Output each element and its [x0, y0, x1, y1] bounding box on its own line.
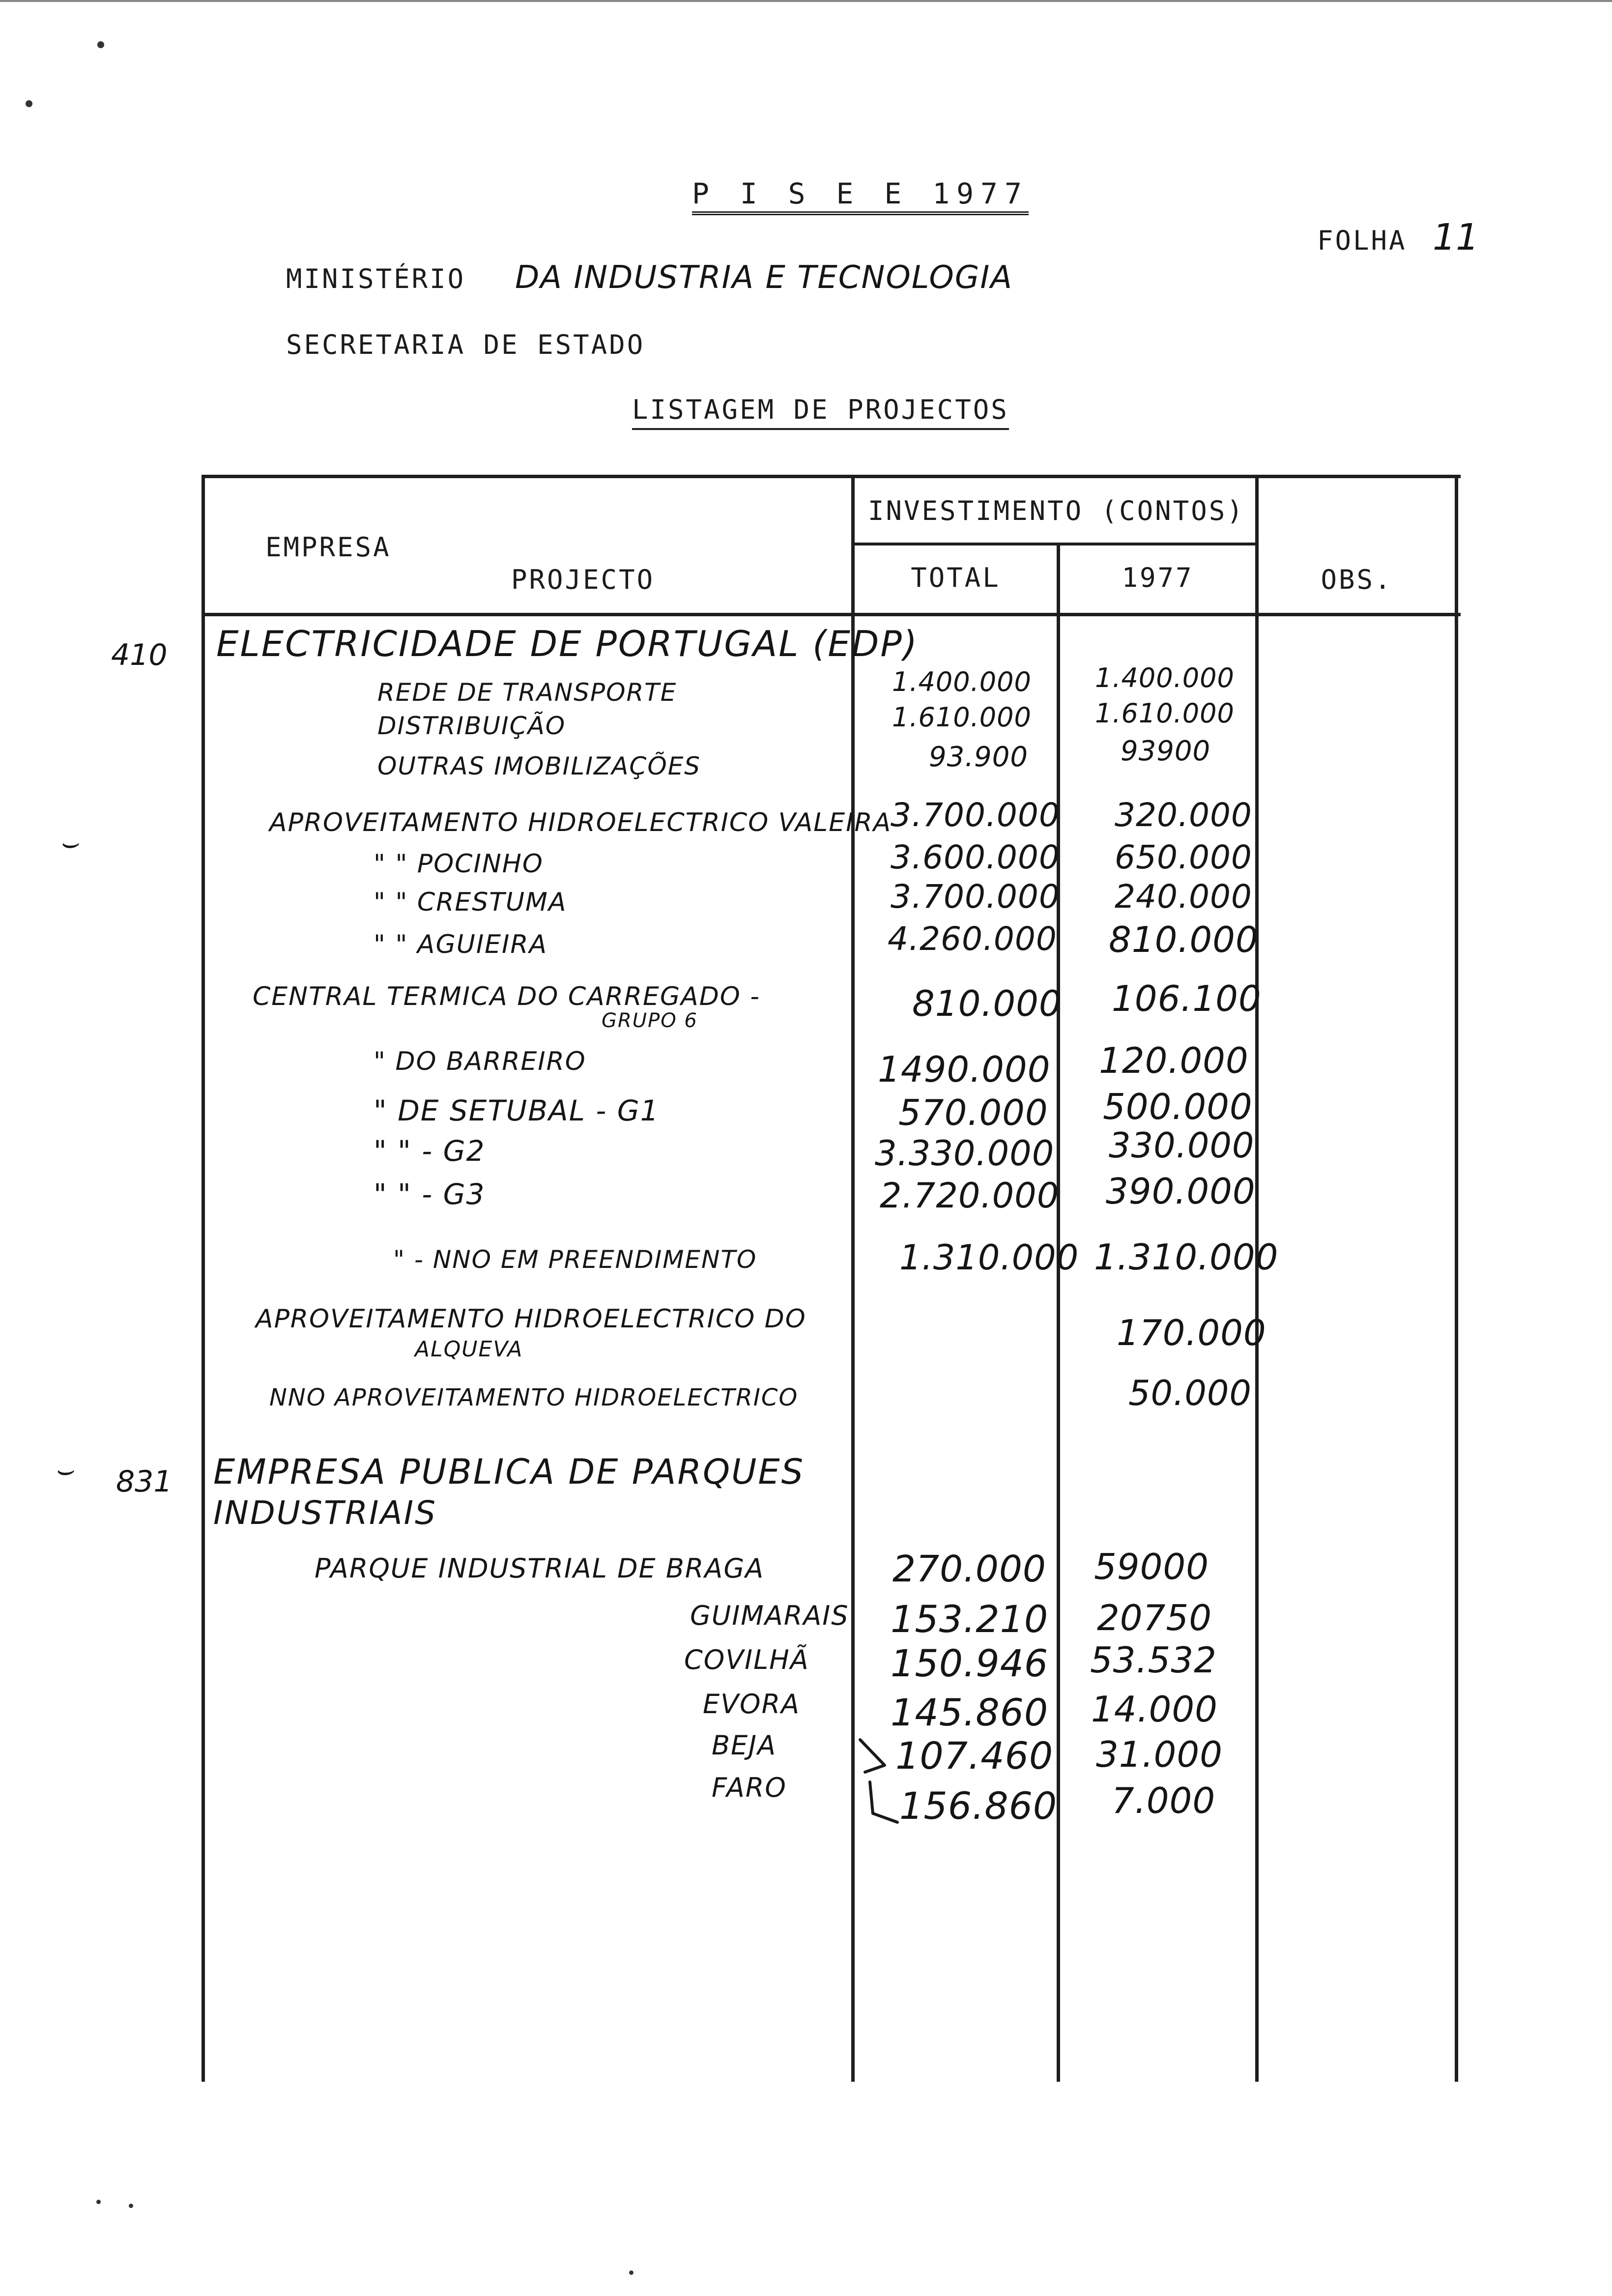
empresa-header: EMPRESA — [265, 532, 391, 563]
scan-dot — [629, 2270, 633, 2275]
table-top-border — [202, 475, 1461, 478]
year-value: 390.000 — [1106, 1171, 1256, 1212]
table-right-border — [1455, 475, 1458, 2082]
year-value: 53.532 — [1090, 1639, 1217, 1681]
total-header: TOTAL — [911, 562, 1001, 593]
year-value: 31.000 — [1096, 1734, 1223, 1775]
top-edge-line — [0, 0, 1612, 2]
project-name: NNO APROVEITAMENTO HIDROELECTRICO — [269, 1384, 799, 1411]
project-name: CENTRAL TERMICA DO CARREGADO - — [253, 982, 761, 1011]
total-value: 3.700.000 — [891, 796, 1060, 834]
year-value: 650.000 — [1115, 838, 1252, 876]
year-value: 1.610.000 — [1095, 698, 1235, 729]
total-value: 150.946 — [891, 1641, 1049, 1685]
project-name: BEJA — [712, 1730, 777, 1761]
total-value: 156.860 — [899, 1784, 1058, 1828]
company-name: ELECTRICIDADE DE PORTUGAL (EDP) — [216, 623, 919, 664]
project-name: " DE SETUBAL - G1 — [374, 1094, 660, 1127]
folha-label: FOLHA — [1317, 225, 1407, 256]
total-value: 1.610.000 — [892, 702, 1032, 733]
year-value: 93900 — [1121, 735, 1211, 767]
project-name-continued: GRUPO 6 — [602, 1009, 698, 1032]
project-name: EVORA — [703, 1689, 801, 1720]
project-name: FARO — [712, 1772, 787, 1803]
total-value: 3.330.000 — [875, 1133, 1055, 1174]
year-value: 120.000 — [1099, 1040, 1249, 1081]
secretaria-label: SECRETARIA DE ESTADO — [286, 329, 645, 360]
scan-dot — [97, 41, 104, 48]
margin-tick: ⌣ — [54, 1453, 74, 1487]
total-value: 93.900 — [929, 741, 1028, 773]
project-name: " - NNO EM PREENDIMENTO — [393, 1245, 757, 1274]
project-name: APROVEITAMENTO HIDROELECTRICO VALEIRA — [269, 808, 892, 837]
year-value: 14.000 — [1091, 1689, 1218, 1730]
total-value: 270.000 — [892, 1548, 1047, 1590]
total-value: 107.460 — [895, 1734, 1054, 1778]
table-left-border — [202, 475, 205, 2082]
project-name-continued: ALQUEVA — [415, 1337, 523, 1362]
year-value: 500.000 — [1103, 1086, 1253, 1127]
margin-tick: ⌣ — [59, 826, 79, 860]
year-value: 106.100 — [1112, 978, 1262, 1019]
year-value: 810.000 — [1109, 919, 1259, 960]
total-value: 570.000 — [898, 1092, 1048, 1133]
obs-header: OBS. — [1321, 564, 1393, 595]
project-name: " " POCINHO — [374, 849, 544, 879]
total-value: 153.210 — [891, 1597, 1049, 1641]
investimento-header: INVESTIMENTO (CONTOS) — [868, 495, 1245, 526]
year-value: 330.000 — [1109, 1125, 1255, 1166]
project-name: " DO BARREIRO — [374, 1047, 586, 1076]
year-value: 240.000 — [1115, 878, 1252, 916]
listagem-heading: LISTAGEM DE PROJECTOS — [632, 394, 1009, 430]
project-name: REDE DE TRANSPORTE — [377, 678, 677, 707]
total-value: 3.700.000 — [891, 878, 1060, 916]
table-header-bottom-border — [202, 613, 1461, 616]
scan-dot — [96, 2200, 101, 2204]
hand-bracket — [855, 1735, 899, 1828]
company-name: EMPRESA PUBLICA DE PARQUES — [213, 1452, 805, 1492]
year-value: 59000 — [1094, 1546, 1209, 1587]
year-value: 1.310.000 — [1094, 1236, 1279, 1278]
ministry-name: DA INDUSTRIA E TECNOLOGIA — [515, 259, 1013, 296]
total-value: 2.720.000 — [880, 1176, 1060, 1216]
page-title: P I S E E 1977 — [692, 177, 1029, 215]
scan-dot — [26, 100, 32, 107]
total-column-left-border — [851, 475, 855, 2082]
company-name-continued: INDUSTRIAIS — [213, 1494, 437, 1532]
company-code-edp: 410 — [111, 638, 168, 672]
year-value: 50.000 — [1128, 1373, 1252, 1413]
total-value: 1.400.000 — [892, 666, 1032, 697]
year-column-left-border — [1057, 543, 1060, 2082]
year-value: 1.400.000 — [1095, 662, 1235, 693]
company-code-parques: 831 — [116, 1464, 173, 1499]
total-value: 145.860 — [891, 1691, 1049, 1734]
year-value: 320.000 — [1115, 796, 1252, 834]
folha-number: 11 — [1433, 216, 1479, 258]
year-value: 7.000 — [1112, 1780, 1216, 1821]
project-name: " " CRESTUMA — [374, 888, 567, 917]
investimento-divider — [851, 543, 1258, 545]
total-value: 1.310.000 — [899, 1237, 1079, 1278]
total-value: 810.000 — [912, 983, 1062, 1024]
project-name: APROVEITAMENTO HIDROELECTRICO DO — [256, 1304, 806, 1334]
project-name: PARQUE INDUSTRIAL DE BRAGA — [315, 1553, 765, 1584]
total-value: 4.260.000 — [888, 920, 1057, 958]
project-name: COVILHÃ — [684, 1644, 809, 1675]
ministry-label: MINISTÉRIO — [286, 263, 466, 294]
obs-column-left-border — [1255, 475, 1259, 2082]
year-value: 170.000 — [1117, 1312, 1267, 1353]
scan-dot — [129, 2204, 133, 2208]
project-name: " " AGUIEIRA — [374, 930, 548, 959]
total-value: 3.600.000 — [891, 838, 1060, 876]
year-header: 1977 — [1122, 562, 1194, 593]
project-name: DISTRIBUIÇÃO — [377, 712, 566, 740]
project-name: OUTRAS IMOBILIZAÇÕES — [377, 752, 701, 780]
project-name: GUIMARAIS — [690, 1600, 849, 1631]
total-value: 1490.000 — [878, 1049, 1051, 1090]
projecto-header: PROJECTO — [511, 564, 655, 595]
project-name: " " - G2 — [374, 1134, 486, 1168]
project-name: " " - G3 — [374, 1177, 486, 1211]
year-value: 20750 — [1097, 1597, 1212, 1638]
